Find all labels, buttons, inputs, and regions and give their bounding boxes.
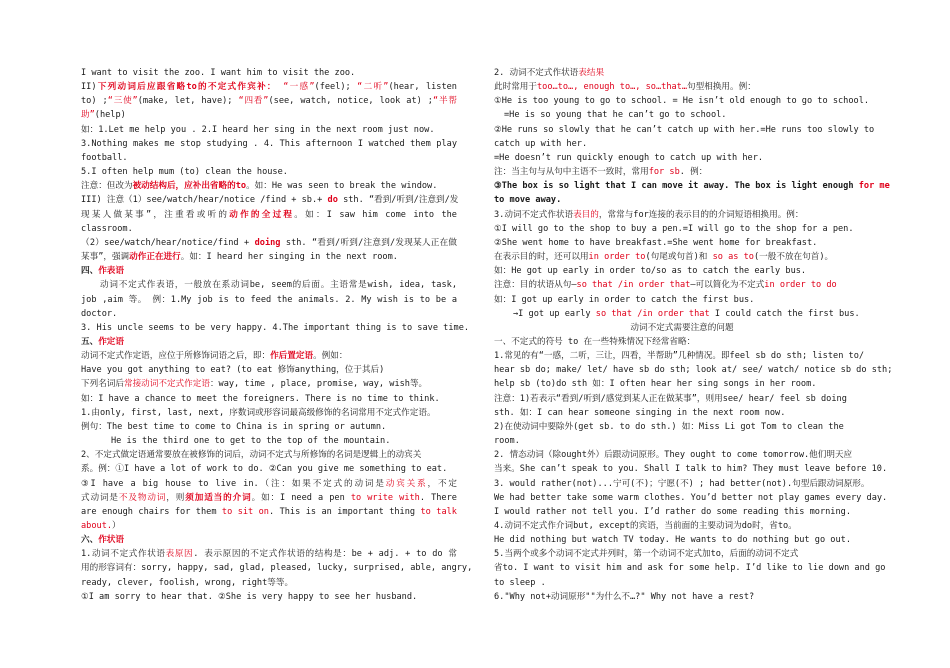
text-line: 1.由only, first, last, next, 序数词或形容词最高级修饰的名词常用不定式作定语。 xyxy=(81,407,436,418)
text-line: →I got up early so that /in order that I could catch the first bus. xyxy=(513,308,860,319)
text-line: ①He is too young to go to school. = He isn’t old enough to go to school. xyxy=(494,96,870,107)
text-line: 当来。She can’t speak to you. Shall I talk to him? They must leave before 10. xyxy=(494,464,888,475)
text-line: 5.I often help mum (to) clean the house. xyxy=(81,167,288,178)
text-line: 注意：目的状语从句—so that /in order that—可以简化为不定式in order to do xyxy=(494,280,837,291)
text-line: 一、不定式的符号 to 在一些特殊情况下经常省略： xyxy=(494,336,696,347)
text-line: 2. 动词不定式作状语表结果 xyxy=(494,68,605,78)
text-line: 3. would rather(not)...宁可(不)；宁愿(不) ; had better(not).句型后跟动词原形。 xyxy=(494,478,870,489)
text-line: 3. His uncle seems to be very happy. 4.The important thing is to save time. xyxy=(81,322,470,333)
text-line: 助”(help) xyxy=(81,110,126,121)
text-line: 2)在使动词中要除外(get sb. to do sth.) 如：Miss Li got Tom to clean the xyxy=(494,421,844,432)
text-line: 如：I got up early in order to catch the first bus. xyxy=(494,294,755,305)
subsection-title: 动词不定式需要注意的问题 xyxy=(630,322,734,333)
text-line: 注：当主句与从句中主语不一致时，常用for sb. 例： xyxy=(494,167,708,178)
text-line: hear sb do; make/ let/ have sb do sth; look at/ see/ watch/ notice sb do sth; xyxy=(494,365,893,376)
text-line: to) ;“三使”(make, let, have); “四看”(see, watch, notice, look at) ;“半帮 xyxy=(81,96,457,107)
text-line: 注意：但改为被动结构后，应补出省略的to。如：He was seen to break the window. xyxy=(81,181,438,192)
left-column xyxy=(81,66,473,604)
text-line: 如：I have a chance to meet the foreigners. There is no time to think. xyxy=(81,393,440,404)
text-line: doctor. xyxy=(81,308,118,319)
text-line: ②She went home to have breakfast.=She went home for breakfast. xyxy=(494,237,818,248)
text-line: 动词不定式作表语，一般放在系动词be, seem的后面。主语常是wish, idea, task, xyxy=(100,280,457,291)
text-line: ③The box is so light that I can move it away. The box is light enough for me xyxy=(494,181,890,192)
text-line: We had better take some warm clothes. You’d better not play games every day. xyxy=(494,492,888,503)
text-line: 注意：1)若表示“看到/听到/感觉到某人正在做某事”，则用see/ hear/ feel sb doing xyxy=(494,393,847,404)
text-line: 动词不定式作定语，应位于所修饰词语之后，即：作后置定语。例如： xyxy=(81,351,348,362)
text-line: 此时常用于too…to…, enough to…, so…that…句型相换用。例： xyxy=(494,82,756,93)
text-line: 6."Why not+动词原形""为什么不…?" Why not have a rest? xyxy=(494,591,755,602)
text-line: to sleep . xyxy=(494,577,546,588)
text-line: （2）see/watch/hear/notice/find + doing sth. “看到/听到/注意到/发现某人正在做 xyxy=(81,237,457,248)
text-line: sth. 如：I can hear someone singing in the next room now. xyxy=(494,407,786,418)
text-line: 如：1.Let me help you . 2.I heard her sing in the next room just now. xyxy=(81,124,435,135)
text-line: =He is so young that he can’t go to school. xyxy=(504,110,727,121)
right-column xyxy=(494,66,893,604)
text-line: classroom. xyxy=(81,223,133,234)
text-line: 1.常见的有“一感，二听，三让，四看，半帮助”几种情况。即feel sb do sth; listen to/ xyxy=(494,351,865,362)
text-line: 5.当两个或多个动词不定式并列时，第一个动词不定式加to，后面的动词不定式 xyxy=(494,549,799,560)
text-line: 系。例：①I have a lot of work to do. ②Can you give me something to eat. xyxy=(81,464,448,475)
text-line: ready, clever, foolish, wrong, right等等。 xyxy=(81,577,294,588)
text-line: 式动词是不及物动词，则须加适当的介词。如：I need a pen to write with. There xyxy=(81,492,457,503)
text-line: catch up with her. xyxy=(494,138,588,149)
text-line: ②He runs so slowly that he can’t catch up with her.=He runs too slowly to xyxy=(494,124,875,135)
text-line: 3.Nothing makes me stop studying . 4. This afternoon I watched them play xyxy=(81,138,457,149)
text-line: help sb (to)do sth 如：I often hear her sing songs in her room. xyxy=(494,379,817,390)
text-line: ①I will go to the shop to buy a pen.=I will go to the shop for a pen. xyxy=(494,223,854,234)
text-line: =He doesn’t run quickly enough to catch up with her. xyxy=(494,152,764,163)
section-heading: 五、作定语 xyxy=(81,336,124,347)
text-line: 在表示目的时，还可以用in order to(句尾或句首)和 so as to(一般不放在句首)。 xyxy=(494,252,834,263)
text-line: 现某人做某事”，注重看或听的动作的全过程。如：I saw him come into the xyxy=(81,209,457,220)
text-line: He is the third one to get to the top of the mountain. xyxy=(111,436,391,447)
text-line: 下列名词后常接动词不定式作定语：way, time , place, promise, way, wish等。 xyxy=(81,379,428,390)
text-line: I would rather not tell you. I’d rather do some reading this morning. xyxy=(494,506,851,517)
text-line: III) 注意（1）see/watch/hear/notice /find + sb.+ do sth. “看到/听到/注意到/发 xyxy=(81,195,459,206)
text-line: Have you got anything to eat? (to eat 修饰anything，位于其后) xyxy=(81,365,385,376)
text-line: football. xyxy=(81,152,128,163)
text-line: room. xyxy=(494,436,520,447)
text-line: 省to. I want to visit him and ask for some help. I’d like to lie down and go xyxy=(494,563,886,574)
text-line: 2、不定式做定语通常要放在被修饰的词后，动词不定式与所修饰的名词是逻辑上的动宾关 xyxy=(81,450,422,461)
text-line: 1.动词不定式作状语表原因. 表示原因的不定式作状语的结构是：be + adj. + to do 常 xyxy=(81,549,457,560)
text-line: He did nothing but watch TV today. He wants to do nothing but go out. xyxy=(494,535,851,546)
text-line: ①I am sorry to hear that. ②She is very happy to see her husband. xyxy=(81,591,418,602)
section-heading: 六、作状语 xyxy=(81,535,124,546)
text-line: job ,aim 等。 例：1.My job is to feed the animals. 2. My wish is to be a xyxy=(81,294,457,305)
text-line: 3.动词不定式作状语表目的，常常与for连接的表示目的的介词短语相换用。例： xyxy=(494,209,804,220)
text-line: ③I have a big house to live in.（注：如果不定式的动词是动宾关系，不定 xyxy=(81,478,457,489)
text-line: 用的形容词有：sorry, happy, sad, glad, pleased, lucky, surprised, able, angry, xyxy=(81,563,473,574)
text-line: 例句：The best time to come to China is in spring or autumn. xyxy=(81,421,387,432)
text-line: 某事”，强调动作正在进行。如：I heard her singing in the next room. xyxy=(81,252,398,263)
text-line: 如：He got up early in order to/so as to catch the early bus. xyxy=(494,266,807,277)
text-line: to move away. xyxy=(494,195,562,206)
section-heading: 四、作表语 xyxy=(81,266,124,277)
text-line: 2. 情态动词（除ought外）后跟动词原形。They ought to come tomorrow.他们明天应 xyxy=(494,450,853,461)
text-line: 4.动词不定式作介词but, except的宾语，当前面的主要动词为do时，省to。 xyxy=(494,521,797,531)
text-line: are enough chairs for them to sit on. This is an important thing to talk xyxy=(81,506,457,517)
text-line: about.） xyxy=(81,521,121,531)
text-line: I want to visit the zoo. I want him to visit the zoo. xyxy=(81,68,356,78)
text-line: II)下列动词后应跟省略to的不定式作宾补： “一感”(feel); “二听”(hear, listen xyxy=(81,82,457,93)
